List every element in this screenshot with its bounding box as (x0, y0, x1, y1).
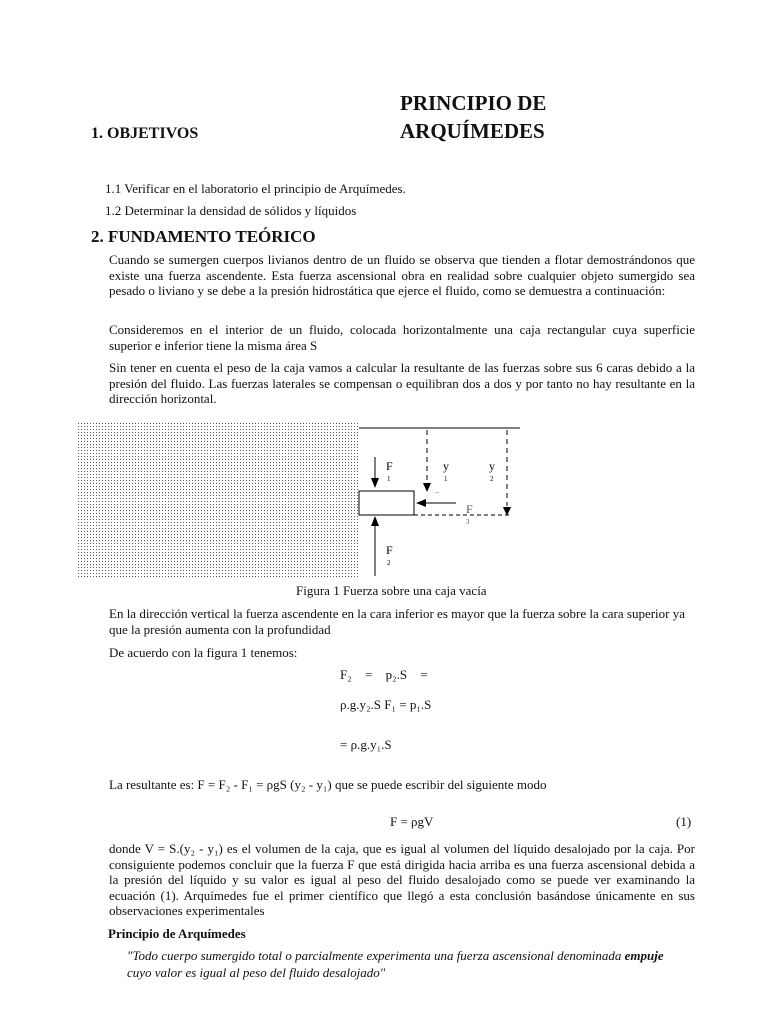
objective-item-1: 1.1 Verificar en el laboratorio el principio de Arquímedes. (105, 181, 406, 196)
figure-box-forces (78, 414, 538, 580)
quote-text-end: cuyo valor es igual al peso del fluido desalojado" (127, 965, 386, 980)
svg-text:–: – (435, 487, 439, 496)
f3-label: F (466, 502, 473, 516)
f2-label: F (386, 543, 393, 557)
y1-label: y (443, 459, 449, 473)
equation-f2: F₂ = p₂.S = (340, 667, 428, 682)
paragraph-4: En la dirección vertical la fuerza ascendente en la cara inferior es mayor que la fuerza sobre la cara superior ya que la presión aumenta con la profundidad (109, 606, 686, 637)
y2-subscript: 2 (490, 475, 494, 483)
f2-subscript: 2 (387, 559, 391, 567)
paragraph-3: Sin tener en cuenta el peso de la caja vamos a calcular la resultante de las fuerzas sobre sus 6 caras debido a la presión del fluido. Las fuerzas laterales se compensan o equilibran dos a dos y por tanto no hay resultante en la dirección horizontal. (109, 360, 695, 406)
objective-item-2: 1.2 Determinar la densidad de sólidos y líquidos (105, 203, 357, 218)
force-f3-arrow (416, 499, 426, 507)
paragraph-1: Cuando se sumergen cuerpos livianos dentro de un fluido se observa que tienden a flotar demostrándonos que existe una fuerza ascendente. Esta fuerza ascensional obra en realidad sobre cualquier objeto sumergido sea pesado o liviano y se debe a la presión hidrostática que ejerce el fluido, como se demuestra a continuación: (109, 252, 695, 298)
y1-subscript: 1 (444, 475, 448, 483)
equation-f1: ρ.g.y₂.S F₁ = p₁.S (340, 697, 432, 712)
section-objetivos-heading: 1. OBJETIVOS (91, 125, 199, 142)
section-fundamento-heading: 2. FUNDAMENTO TEÓRICO (91, 227, 316, 246)
paragraph-5: De acuerdo con la figura 1 tenemos: (109, 645, 298, 660)
f1-subscript: 1 (387, 475, 391, 483)
title-line-2: ARQUÍMEDES (400, 119, 545, 143)
f3-subscript: 3 (466, 518, 470, 526)
force-f2-arrow (371, 516, 379, 526)
equation-number: (1) (676, 814, 692, 829)
principle-heading: Principio de Arquímedes (108, 926, 246, 941)
principle-quote (127, 947, 687, 981)
y2-label: y (489, 459, 495, 473)
resultant-text: La resultante es: F = F₂ - F₁ = ρgS (y₂ - y₁) que se puede escribir del siguiente modo (109, 777, 547, 792)
box (359, 491, 414, 515)
title-line-1: PRINCIPIO DE (400, 91, 547, 115)
quote-bold-word: empuje (624, 948, 664, 963)
quote-text-start: "Todo cuerpo sumergido total o parcialmente experimenta una fuerza ascensional denominada (127, 948, 622, 963)
depth-y1-arrow (423, 483, 431, 492)
force-f1-arrow (371, 478, 379, 488)
equation-rho-g-y1: = ρ.g.y₁.S (340, 737, 392, 752)
fluid-region (78, 421, 359, 579)
paragraph-2: Consideremos en el interior de un fluido, colocada horizontalmente una caja rectangular cuya superficie superior e inferior tiene la misma área S (109, 322, 695, 353)
page-title (400, 89, 620, 145)
f1-label: F (386, 459, 393, 473)
paragraph-6: donde V = S.(y₂ - y₁) es el volumen de la caja, que es igual al volumen del líquido desalojado por la caja. Por consiguiente podemos concluir que la fuerza F que está dirigida hacia arriba es una fuerza ascensional debida a la presión del líquido y su valor es igual al peso del fluido desalojado como se puede ver examinando la ecuación (1). Arquímedes fue el primer científico que llegó a esta conclusión basándose únicamente en sus observaciones experimentales (109, 841, 695, 918)
figure-caption: Figura 1 Fuerza sobre una caja vacía (296, 583, 487, 598)
equation-main: F = ρgV (390, 814, 434, 829)
